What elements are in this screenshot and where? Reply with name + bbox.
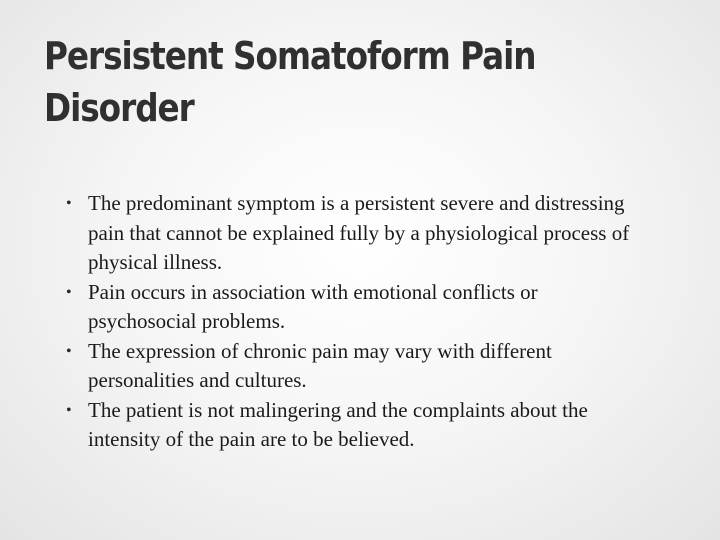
bullet-icon: • bbox=[66, 283, 72, 301]
slide-title: Persistent Somatoform Pain Disorder bbox=[44, 34, 536, 130]
bullet-icon: • bbox=[66, 342, 72, 360]
bullet-item bbox=[66, 278, 646, 337]
bullet-list bbox=[66, 189, 646, 455]
bullet-text: The predominant symptom is a persistent severe and distressing pain that cannot be explained fully by a physiological process of physical illness. bbox=[88, 191, 630, 274]
bullet-icon: • bbox=[66, 401, 72, 419]
bullet-icon: • bbox=[66, 195, 72, 212]
bullet-item bbox=[66, 396, 646, 455]
bullet-item bbox=[66, 337, 646, 396]
bullet-item bbox=[66, 189, 646, 278]
bullet-text: Pain occurs in association with emotional conflicts or psychosocial problems. bbox=[88, 279, 538, 333]
bullet-text: The expression of chronic pain may vary with different personalities and cultures. bbox=[88, 338, 552, 392]
bullet-text: The patient is not malingering and the complaints about the intensity of the pain are to be believed. bbox=[88, 397, 588, 451]
